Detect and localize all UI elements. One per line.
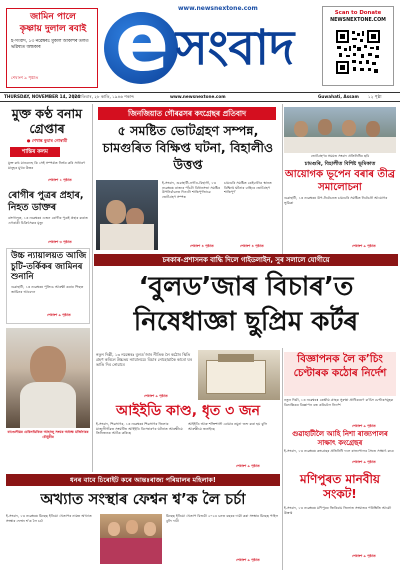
- left-box-sub: কৃষ্ণায় দুলাল ৰবাই: [19, 24, 87, 34]
- right-top-title: আয়োগক ভূপেন বৰাৰ তীব্ৰ সমালোচনা: [285, 169, 395, 193]
- lead-link[interactable]: শেষাংশ ২ পৃষ্ঠাত: [48, 178, 72, 182]
- center-text-a: ই-সংবাদ, গুৱাহাটী-নগাঁও-বিহালী, ১৩ নৱেম্বৰঃ ৰাজ্যৰ পাঁচটা বিধানসভা সমষ্টিৰ উপনিৰ্বাচনত দিনটো শান্তিপূৰ্ণভাৱে ভোটগ্ৰহণ সম্পন্ন: [162, 181, 220, 199]
- donate-title: Scan to Donate: [334, 10, 382, 16]
- center-banner: জিনজিয়াত গৌৰৱসৰ কংগ্ৰেছৰ প্ৰতিবাদ: [98, 107, 276, 120]
- dateline-day: THURSDAY, NOVEMBER 14, 2024: [4, 94, 81, 99]
- dateline-pages: ১২ পৃষ্ঠা: [368, 94, 382, 99]
- supreme-photo: [198, 350, 280, 400]
- ied-headline: আইইডি কাণ্ড, ধৃত ৩ জন: [115, 403, 261, 419]
- ied-text-a: ই-সংবাদ, শিৱসাগৰ, ১৩ নৱেম্বৰঃ শিৱসাগৰ জিলাৰ মাজুলীগাঁৱত সংঘটিত আইইডি বিস্ফোৰণৰ ঘটনাত আৰক্ষীয়ে তিনিজনক আটক কৰিছে: [96, 422, 183, 436]
- center-link-a[interactable]: শেষাংশ ৪ পৃষ্ঠাত: [190, 244, 214, 248]
- left-box-link[interactable]: শেষাংশ ৯ পৃষ্ঠাত: [11, 76, 39, 80]
- qr-code-icon: [335, 29, 381, 75]
- right-top-photo: [284, 107, 396, 153]
- right-cong-text: ই-সংবাদ, ১৩ নৱেম্বৰঃ কংগ্ৰেছৰ প্ৰতিনিধি দলে ৰাজ্যপালৰ সৈতে সাক্ষাৎ কৰে: [284, 449, 394, 453]
- bottom-photo: [100, 514, 162, 564]
- bottom-text-a: ই-সংবাদ, ১৩ নৱেম্বৰঃ মিছেছ ইণ্ডিয়া খেতাপৰ নামত অখ্যাত সংস্থাৰ ফেশ্বন শ্ব’ক লৈ চৰ্চা: [6, 514, 92, 523]
- left-column: [0, 104, 90, 460]
- manipur-text: ই-সংবাদ, ১৩ নৱেম্বৰঃ মণিপুৰৰ জিৰিবাম জিলাত সংঘাতৰ পৰিস্থিতি আকৌ উত্তপ্ত: [284, 506, 392, 515]
- right-cong-link[interactable]: শেষাংশ ৯ পৃষ্ঠাত: [352, 460, 376, 464]
- section-label: শান্তিৰ কলম: [10, 147, 60, 157]
- lead-author: [8, 138, 86, 145]
- masthead-left-box: [6, 8, 98, 88]
- right-mid-link[interactable]: শেষাংশ ৯ পৃষ্ঠাত: [352, 424, 376, 428]
- donate-box[interactable]: [322, 6, 394, 86]
- left-photo-caption: বাণ্ডেলীয়ৰ চেকিংডিকিত আহাজু সংঘৰ অধ্যক্ষ মৰ্জিনাৰৰ চৌধুৰীৰ: [7, 430, 89, 439]
- big-headline: ‘বুলড’জাৰ বিচাৰ’ত নিষেধাজ্ঞা ছুপ্ৰিম কৰ্টৰ: [133, 272, 359, 337]
- strip-guideline: চৰকাৰ-প্ৰশাসনক বাদ্ধি দিলে গাইডলাইন, সুৰ সলালে যোগীয়ে: [94, 254, 398, 266]
- right-mid-title: বিজ্ঞাপনক লৈ ক’চিং চেণ্টাৰক কঠোৰ নিৰ্দেশ: [293, 353, 387, 379]
- right-top-kicker: চামগুৰি, বিহালীত বিশিষ্ট ভূমিকাত: [304, 161, 376, 167]
- right-top-link[interactable]: শেষাংশ ৯ পৃষ্ঠাত: [352, 244, 376, 248]
- right-mid-text: নতুন দিল্লী, ১৩ নৱেম্বৰঃ কেন্দ্ৰীয় গ্ৰাহক সুৰক্ষা প্ৰাধিকৰণে ক’চিং চেণ্টাৰসমূহক বিভ্ৰান্তিকৰ বিজ্ঞাপন বন্ধ কৰিবলৈ নিৰ্দেশ: [284, 398, 394, 407]
- lead-author-name: শেখাঙ্ক কুমাৰ গোস্বামী: [31, 138, 68, 143]
- bottom-link[interactable]: শেষাংশ ৯ পৃষ্ঠাত: [236, 558, 260, 562]
- logo-word: সংবাদ: [176, 20, 295, 76]
- ied-link[interactable]: শেষাংশ ৯ পৃষ্ঠাত: [236, 464, 260, 468]
- left-photo: [6, 328, 90, 428]
- center-headline: ৫ সমষ্টিত ভোটগ্ৰহণ সম্পন্ন, চামগুৰিত বিক্ষিপ্ত ঘটনা, বিহালীও উত্তপ্ত: [102, 123, 274, 172]
- story2-text: বাংগালুৰু, ১৩ নৱেম্বৰঃ এজন ৰোগীৰ পুত্ৰই প্ৰহাৰ কৰাত এগৰাকী চিকিৎসকৰ মৃত্যু: [8, 216, 88, 225]
- bottom-text-b: মিছেছ ইণ্ডিয়া খেতাপ বিজয়ী ২০২৪ চনত বছৰৰ দাৱী কৰা সংস্থাৰ মিছেছ পাইল বুলি দাবী: [166, 514, 279, 523]
- dateline-assamese: বৃহস্পতিবাৰ, ২৮ কাতি, ১৯৪৬ শকাব্দ: [72, 94, 134, 99]
- bottom-headline: অখ্যাত সংস্থাৰ ফেশ্বন শ্ব’ক লৈ চৰ্চা: [40, 490, 246, 508]
- dateline-place: Guwahati, Assam: [318, 94, 359, 99]
- author-mark-icon: ●: [26, 138, 32, 143]
- left-box-text: ই-সংবাদ, ১৩ নৱেম্বৰঃ মুকলি আকাশৰ তলত ভৱিষ্যত অন্ধকাৰ: [11, 39, 89, 50]
- masthead: [0, 0, 400, 92]
- donate-site: NEWSNEXTONE.COM: [330, 18, 386, 23]
- ied-text-b: আইইডি আৰু শক্তিশালী বোমাৰ নমুনা জব্দ কৰা হয় বুলি আৰক্ষীয়ে জনাইছে: [188, 422, 268, 431]
- story3-link[interactable]: শেষাংশ ৯ পৃষ্ঠাত: [47, 313, 71, 317]
- supreme-text: নতুন দিল্লী, ১৩ নৱেম্বৰঃ বুলড’জাৰ নীতিক লৈ কঠোৰ স্থিতি গ্ৰহণ কৰিলে উচ্চতম ন্যায়ালয়ে। বিচাৰ নোহোৱাকৈ কাৰো ঘৰ ভাঙি দিব নোৱাৰে: [96, 352, 193, 368]
- lead-title: মুক্ত কণ্ঠ বনাম গ্ৰেপ্তাৰ: [11, 106, 83, 136]
- rule-right-lower: [282, 348, 283, 570]
- rule-right: [282, 104, 283, 254]
- left-box-title: জামিন পালে: [30, 12, 76, 22]
- center-text-b: চামগুৰি সমষ্টিত কেইবাটাও স্থানত বিক্ষিপ্ত ঘটনাৰ বাহিৰে ভোটগ্ৰহণ শান্তিপূৰ্ণ: [224, 181, 272, 195]
- dateline-web[interactable]: www.newsnextone.com: [170, 94, 226, 99]
- story2-title: ৰোগীৰ পুত্ৰৰ প্ৰহাৰ, নিহত ডাক্তৰ: [8, 190, 84, 213]
- manipur-link[interactable]: শেষাংশ ৯ পৃষ্ঠাত: [352, 554, 376, 558]
- right-top-caption: ভোটগ্ৰহণৰ সময়ত সংবাদ প্ৰতিনিধিৰ ছবি: [310, 154, 370, 158]
- story3-title: উচ্চ ন্যায়ালয়ত আজি চুটি-তৰ্কিকৰ জামিনৰ শুনানি: [11, 251, 87, 282]
- center-link-b[interactable]: শেষাংশ ৪ পৃষ্ঠাত: [240, 244, 264, 248]
- masthead-url[interactable]: www.newsnextone.com: [178, 5, 258, 12]
- supreme-link[interactable]: শেষাংশ ৯ পৃষ্ঠাত: [144, 394, 168, 398]
- story2-link[interactable]: শেষাংশ ৩ পৃষ্ঠাত: [48, 240, 72, 244]
- story3-text: গুৱাহাটী, ১৩ নৱেম্বৰঃ পুলিচে আৰক্ষী কৰাৰ পিছত জামিনৰ আবেদন: [11, 285, 84, 294]
- center-photo: [96, 180, 158, 250]
- dateline: [0, 92, 400, 102]
- manipur-title: মণিপুৰত মানবীয় সংকট!: [300, 472, 380, 501]
- story3-box: [6, 248, 90, 324]
- right-top-text: গুৱাহাটী, ১৩ নৱেম্বৰঃ উপ-নিৰ্বাচনত চামগুৰি সমষ্টিত নিৰ্বাচনী আয়োগৰ ভূমিকা: [284, 196, 388, 205]
- strip-trafficking: ধনৰ বাবে চিৰোইট কৰে আন্তঃৰাজ্য পৰিয়ালৰ মহিলাক!: [6, 474, 280, 486]
- rule-left: [92, 104, 93, 472]
- lead-text: মুক্ত কণ্ঠ মানবদেহ কি সেই সম্পৰ্কত নিৰ্ভৰ কৰি সাধাৰণ মানুহৰ মুখৰ উত্তৰ: [8, 161, 86, 170]
- logo-letter: e: [114, 0, 170, 89]
- right-cong-title: গুৱাহাটীলৈ আহি নিশা ৰাজ্যপালৰ সাক্ষাৎ কংগ্ৰেছৰ: [292, 430, 388, 447]
